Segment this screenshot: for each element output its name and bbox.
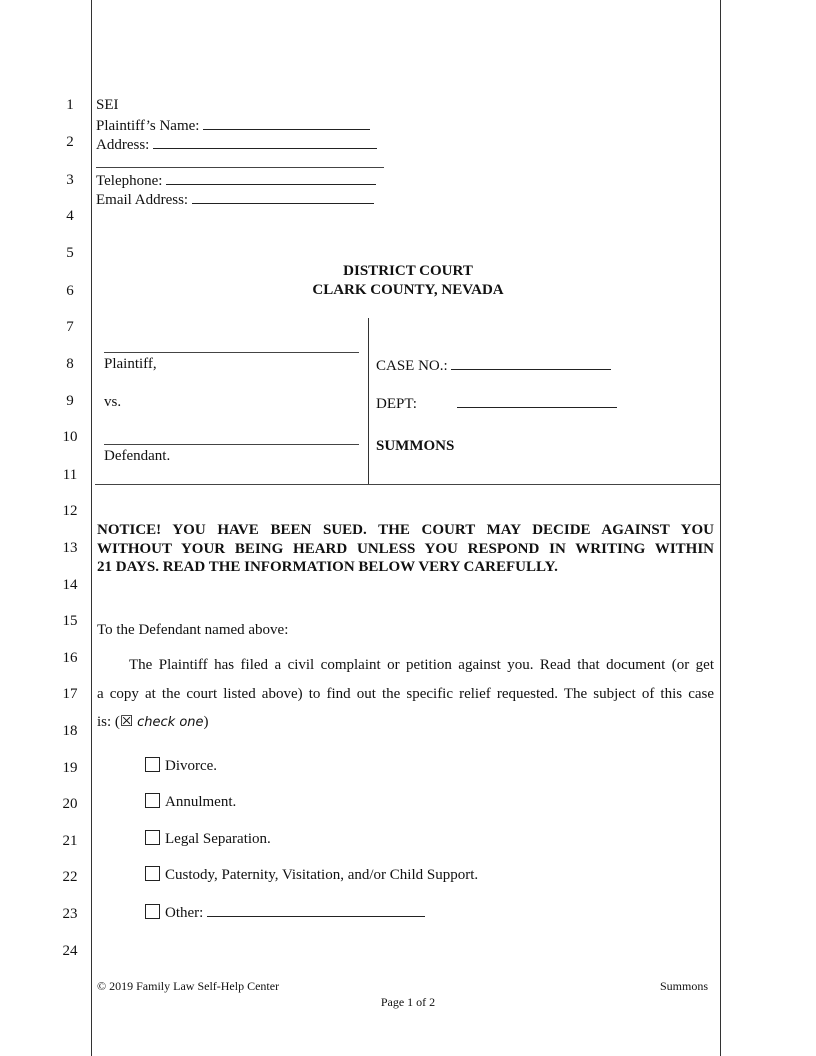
option-other[interactable] bbox=[145, 903, 425, 922]
court-name: DISTRICT COURT bbox=[343, 263, 473, 279]
notice-line-2: WITHOUT YOUR BEING HEARD UNLESS YOU RESPOND IN WRITING WITHIN bbox=[97, 541, 714, 557]
summons-title: SUMMONS bbox=[376, 438, 455, 454]
telephone-label: Telephone: bbox=[96, 173, 163, 189]
line-number: 2 bbox=[66, 134, 74, 150]
line-number: 15 bbox=[62, 613, 78, 629]
line-number: 5 bbox=[66, 245, 74, 261]
footer-doc-name: Summons bbox=[659, 979, 708, 993]
body-text: is: ( bbox=[97, 714, 120, 730]
caption-divider bbox=[368, 318, 369, 484]
line-number: 19 bbox=[62, 760, 78, 776]
case-no-field[interactable] bbox=[376, 356, 611, 375]
court-county: CLARK COUNTY, NEVADA bbox=[312, 282, 504, 298]
line-number: 7 bbox=[66, 319, 74, 335]
line-number: 23 bbox=[62, 906, 78, 922]
option-annulment[interactable] bbox=[145, 793, 236, 811]
notice-line-3: 21 DAYS. READ THE INFORMATION BELOW VERY CAREFULLY. bbox=[97, 559, 558, 575]
left-margin-line bbox=[91, 0, 92, 1056]
line-number: 16 bbox=[62, 650, 78, 666]
line-number: 4 bbox=[66, 208, 74, 224]
option-legal-separation[interactable] bbox=[145, 830, 271, 848]
option-label: Divorce. bbox=[165, 758, 218, 774]
line-number: 21 bbox=[62, 833, 78, 849]
line-number: 12 bbox=[62, 503, 78, 519]
checked-box-icon: ☒ bbox=[119, 714, 134, 730]
checkbox[interactable] bbox=[145, 866, 160, 881]
option-label: Annulment. bbox=[165, 794, 237, 810]
line-number: 17 bbox=[62, 686, 78, 702]
body-line-2: a copy at the court listed above) to find out the specific relief requested. The subject of this case bbox=[97, 686, 714, 702]
checkbox[interactable] bbox=[145, 830, 160, 845]
line-number: 10 bbox=[62, 429, 78, 445]
option-label: Legal Separation. bbox=[165, 831, 271, 847]
notice-line-1: NOTICE! YOU HAVE BEEN SUED. THE COURT MAY DECIDE AGAINST YOU bbox=[97, 522, 714, 538]
checkbox[interactable] bbox=[145, 793, 160, 808]
option-custody[interactable] bbox=[145, 866, 478, 884]
line-number: 24 bbox=[62, 943, 78, 959]
line-number: 3 bbox=[66, 172, 74, 188]
other-input[interactable] bbox=[207, 903, 425, 917]
body-text: ) bbox=[203, 714, 209, 730]
plaintiff-label: Plaintiff, bbox=[104, 356, 157, 372]
line-number: 11 bbox=[62, 467, 78, 483]
address-line-2[interactable] bbox=[96, 167, 384, 168]
sei-label: SEI bbox=[96, 97, 119, 113]
caption-bottom-line bbox=[95, 484, 720, 485]
body-line-1: The Plaintiff has filed a civil complaint or petition against you. Read that document (or get bbox=[129, 657, 714, 673]
email-label: Email Address: bbox=[96, 192, 189, 208]
case-no-label: CASE NO.: bbox=[376, 358, 448, 374]
address-label: Address: bbox=[96, 137, 150, 153]
plaintiff-name-label: Plaintiff’s Name: bbox=[96, 118, 200, 134]
line-number: 22 bbox=[62, 869, 78, 885]
salutation: To the Defendant named above: bbox=[97, 622, 289, 638]
address-field[interactable] bbox=[96, 135, 377, 154]
line-number: 14 bbox=[62, 577, 78, 593]
line-number: 20 bbox=[62, 796, 78, 812]
plaintiff-name-field[interactable] bbox=[96, 116, 370, 135]
defendant-label: Defendant. bbox=[104, 448, 171, 464]
option-divorce[interactable] bbox=[145, 757, 217, 775]
body-line-3 bbox=[97, 712, 209, 731]
dept-label: DEPT: bbox=[376, 396, 417, 412]
defendant-name-line[interactable] bbox=[104, 444, 359, 445]
plaintiff-name-line[interactable] bbox=[104, 352, 359, 353]
footer-page-number: Page 1 of 2 bbox=[380, 995, 436, 1009]
line-number: 18 bbox=[62, 723, 78, 739]
line-number: 13 bbox=[62, 540, 78, 556]
email-field[interactable] bbox=[96, 190, 374, 209]
right-margin-line bbox=[720, 0, 721, 1056]
line-number: 8 bbox=[66, 356, 74, 372]
line-number: 9 bbox=[66, 393, 74, 409]
checkbox[interactable] bbox=[145, 904, 160, 919]
option-label: Custody, Paternity, Visitation, and/or Child Support. bbox=[165, 867, 479, 883]
check-one-hint: check one bbox=[137, 715, 204, 730]
line-number: 6 bbox=[66, 283, 74, 299]
option-label: Other: bbox=[165, 905, 204, 921]
checkbox[interactable] bbox=[145, 757, 160, 772]
dept-field[interactable] bbox=[376, 394, 617, 413]
line-number: 1 bbox=[66, 97, 74, 113]
vs-label: vs. bbox=[104, 394, 122, 410]
telephone-field[interactable] bbox=[96, 171, 376, 190]
footer-copyright: © 2019 Family Law Self-Help Center bbox=[97, 979, 280, 993]
